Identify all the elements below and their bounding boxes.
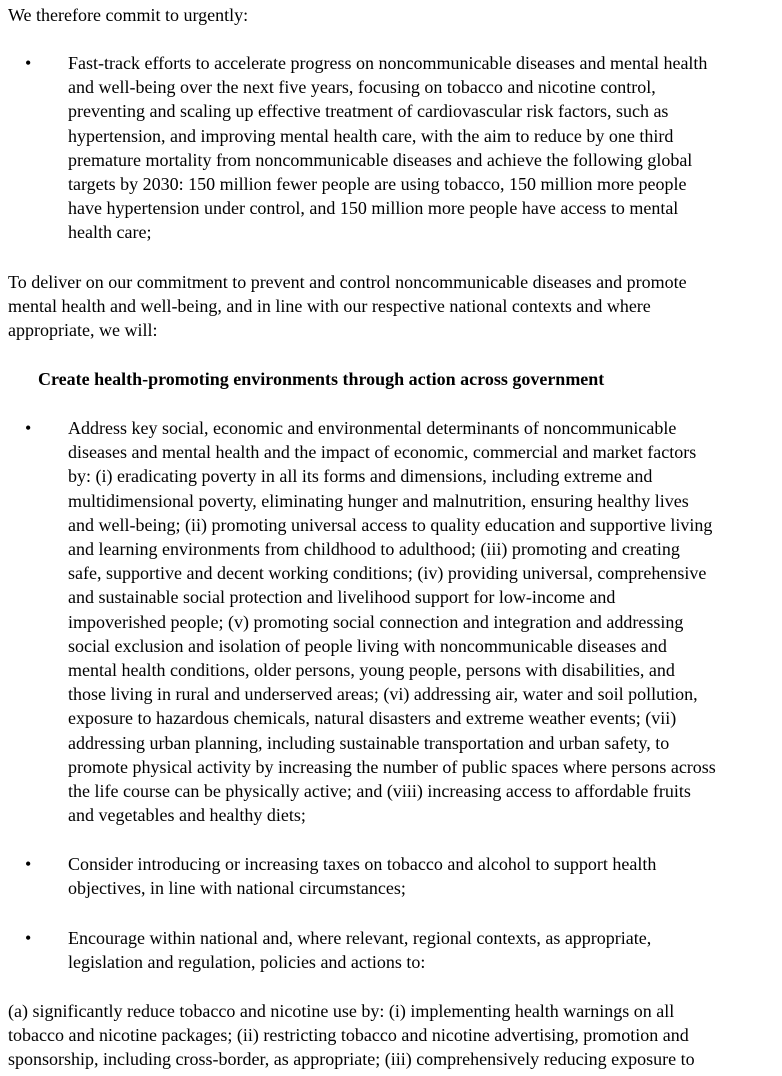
text-line: those living in rural and underserved areas; (vi) addressing air, water and soil pollution,	[68, 684, 698, 705]
text-line: objectives, in line with national circumstances;	[68, 878, 406, 899]
text-line: exposure to hazardous chemicals, natural disasters and extreme weather events; (vii)	[68, 708, 677, 729]
text-line: mental health conditions, older persons, young people, persons with disabilities, and	[68, 660, 675, 681]
text-line: Fast-track efforts to accelerate progress on noncommunicable diseases and mental health	[68, 53, 708, 73]
bullet-marker: •	[25, 928, 32, 948]
text-line: mental health and well-being, and in line with our respective national contexts and where	[8, 296, 651, 317]
text-line: promote physical activity by increasing the number of public spaces where persons across	[68, 756, 716, 777]
text-line: tobacco and nicotine packages; (ii) restricting tobacco and nicotine advertising, promotion and	[8, 1025, 689, 1046]
bullet-marker: •	[25, 418, 32, 438]
text-line: social exclusion and isolation of people living with noncommunicable diseases and	[68, 635, 667, 656]
text-line: Consider introducing or increasing taxes on tobacco and alcohol to support health	[68, 854, 657, 874]
bullet-marker: •	[25, 53, 32, 73]
text-line: premature mortality from noncommunicable diseases and achieve the following global	[68, 149, 693, 170]
text-line: and well-being over the next five years, focusing on tobacco and nicotine control,	[68, 77, 656, 98]
text-line: Address key social, economic and environmental determinants of noncommunicable	[68, 418, 677, 438]
text-line: and learning environments from childhood to adulthood; (iii) promoting and creating	[68, 539, 680, 560]
text-line: health care;	[68, 222, 152, 243]
text-line: (a) significantly reduce tobacco and nicotine use by: (i) implementing health warnings on all	[8, 1001, 675, 1021]
text-line: To deliver on our commitment to prevent and control noncommunicable diseases and promote	[8, 272, 687, 292]
intro-text: We therefore commit to urgently:	[8, 5, 249, 25]
text-line: and sustainable social protection and livelihood support for low-income and	[68, 587, 616, 608]
text-line: appropriate, we will:	[8, 320, 158, 341]
text-line: addressing urban planning, including sustainable transportation and urban safety, to	[68, 732, 670, 753]
section-heading: Create health-promoting environments through action across government	[38, 369, 605, 389]
bullet-marker: •	[25, 854, 32, 874]
determinants-bullet-text	[68, 416, 716, 827]
text-line: legislation and regulation, policies and actions to:	[68, 952, 426, 973]
taxes-bullet-text	[68, 852, 656, 900]
text-line: and vegetables and healthy diets;	[68, 805, 306, 826]
commit-bullet-text	[68, 51, 707, 245]
text-line: Encourage within national and, where relevant, regional contexts, as appropriate,	[68, 928, 652, 948]
text-line: and well-being; (ii) promoting universal access to quality education and supportive living	[68, 514, 713, 535]
text-line: preventing and scaling up effective treatment of cardiovascular risk factors, such as	[68, 101, 669, 122]
text-line: the life course can be physically active; and (viii) increasing access to affordable fruits	[68, 781, 691, 802]
deliver-paragraph	[8, 270, 687, 343]
text-line: safe, supportive and decent working conditions; (iv) providing universal, comprehensive	[68, 563, 707, 584]
text-line: impoverished people; (v) promoting social connection and integration and addressing	[68, 611, 684, 632]
text-line: hypertension, and improving mental health care, with the aim to reduce by one third	[68, 125, 674, 146]
text-line: by: (i) eradicating poverty in all its forms and dimensions, including extreme and	[68, 466, 653, 487]
text-line: multidimensional poverty, eliminating hunger and malnutrition, ensuring healthy lives	[68, 490, 689, 511]
subparagraph-a	[8, 999, 695, 1072]
text-line: sponsorship, including cross-border, as appropriate; (iii) comprehensively reducing exposure to	[8, 1049, 695, 1070]
text-line: targets by 2030: 150 million fewer people are using tobacco, 150 million more people	[68, 174, 687, 195]
legislation-bullet-text	[68, 926, 651, 974]
text-line: diseases and mental health and the impact of economic, commercial and market factors	[68, 442, 697, 463]
text-line: have hypertension under control, and 150 million more people have access to mental	[68, 198, 679, 219]
